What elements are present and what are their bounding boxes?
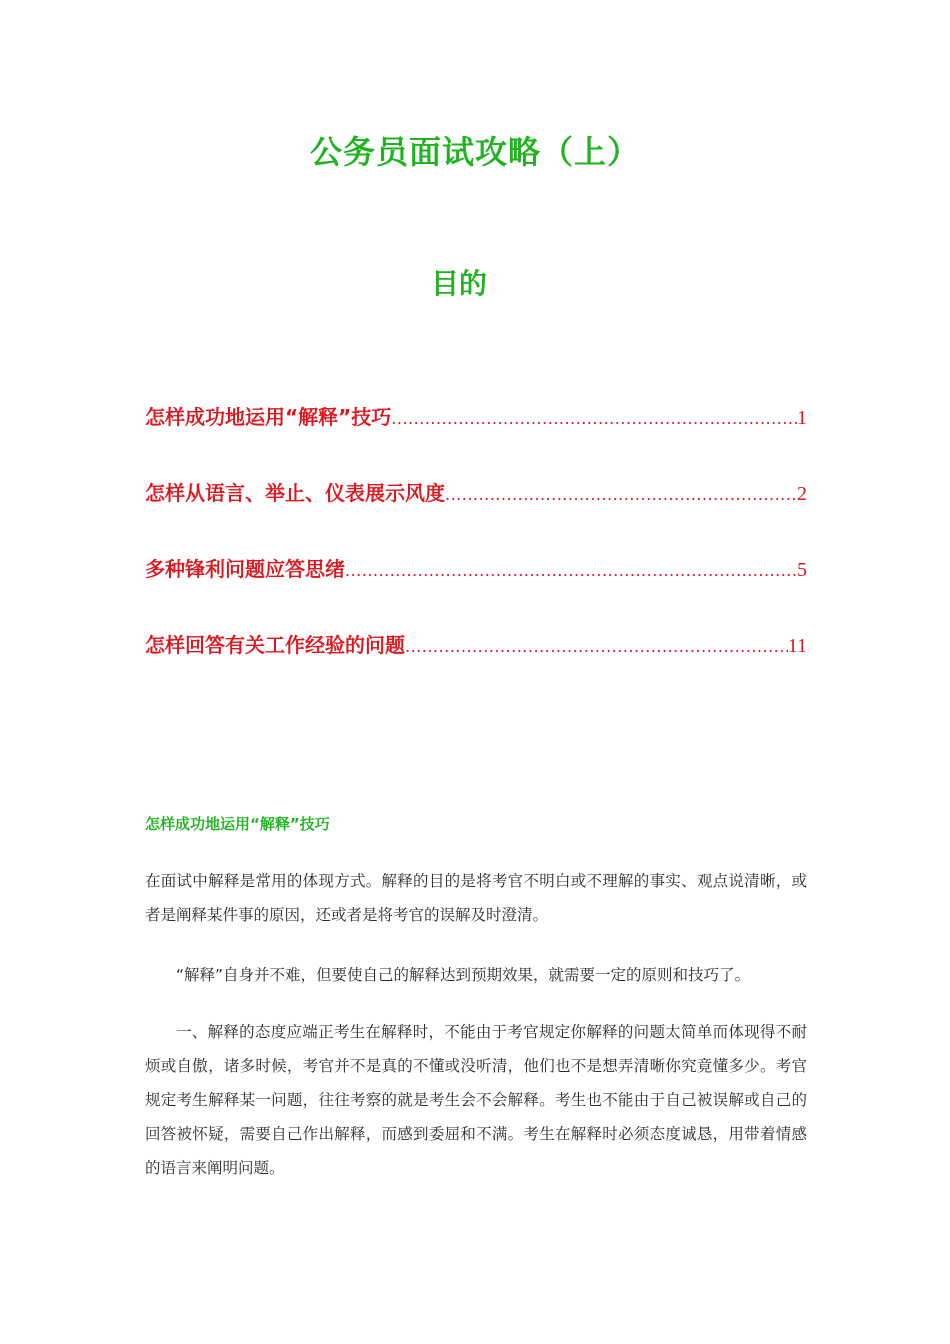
body-paragraph: 在面试中解释是常用的体现方式。解释的目的是将考官不明白或不理解的事实、观点说清晰，或者是阐释某件事的原因，还或者是将考官的误解及时澄清。 xyxy=(145,872,807,924)
body-paragraph: 一、解释的态度应端正考生在解释时，不能由于考官规定你解释的问题太简单而体现得不耐烦或自傲，诸多时候，考官并不是真的不懂或没听清，他们也不是想弄清晰你究竟懂多少。考官规定考生解释某一问题，往往考察的就是考生会不会解释。考生也不能由于自己被误解或自己的回答被怀疑，需要自己作出解释，而感到委屈和不满。考生在解释时必须态度诚恳，用带着情感的语言来阐明问题。 xyxy=(145,1023,807,1177)
toc-heading: 目的 xyxy=(430,267,487,300)
toc-entry-label: 多种锋利问题应答思绪 xyxy=(145,557,345,581)
toc-entry-label: 怎样成功地运用“解释”技巧 xyxy=(145,405,392,429)
toc-entry-page: 2 xyxy=(797,483,807,505)
body-paragraph: “解释”自身并不难，但要使自己的解释达到预期效果，就需要一定的原则和技巧了。 xyxy=(176,966,751,984)
toc-entry-page: 5 xyxy=(797,559,807,581)
toc-leader-dots xyxy=(405,628,788,666)
toc-entry-label: 怎样回答有关工作经验的问题 xyxy=(145,633,405,657)
toc-entry[interactable] xyxy=(145,626,807,664)
section-heading: 怎样成功地运用“解释”技巧 xyxy=(145,815,330,833)
toc-entry-label: 怎样从语言、举止、仪表展示风度 xyxy=(145,481,445,505)
toc-entry-page: 1 xyxy=(797,407,807,429)
toc-entry[interactable] xyxy=(145,550,807,588)
toc-leader-dots xyxy=(345,552,797,590)
document-title: 公务员面试攻略（上） xyxy=(309,133,640,171)
toc-entry[interactable] xyxy=(145,398,807,436)
toc-entry[interactable] xyxy=(145,474,807,512)
toc-leader-dots xyxy=(445,476,797,514)
table-of-contents xyxy=(145,398,807,702)
toc-leader-dots xyxy=(391,400,797,438)
toc-entry-page: 11 xyxy=(787,635,807,657)
